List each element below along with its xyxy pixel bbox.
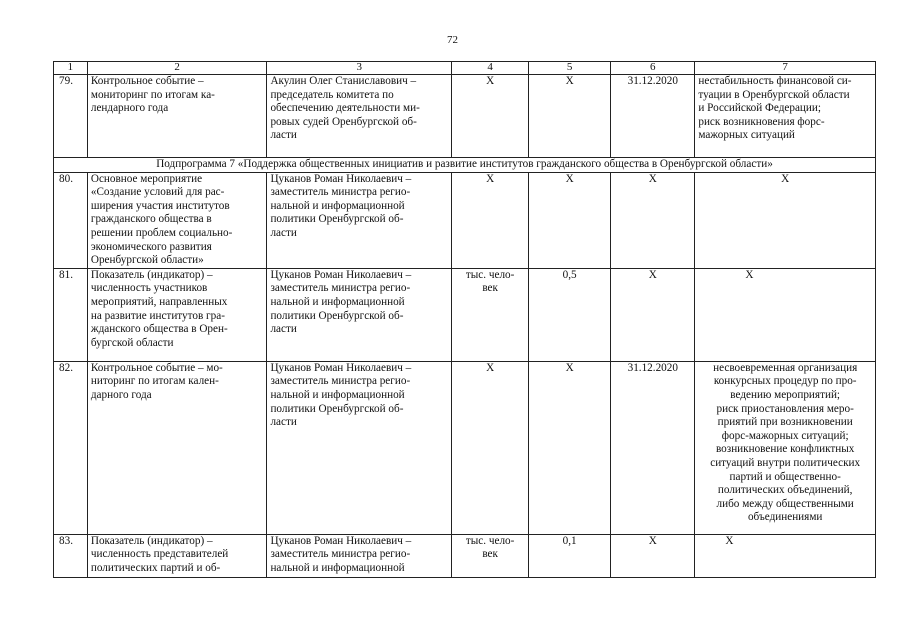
unit-of-measure: Х: [452, 361, 529, 534]
table-row: [54, 268, 876, 361]
deadline-date: 31.12.2020: [611, 75, 695, 158]
risk-description: Х: [695, 534, 876, 577]
planned-value: 0,1: [529, 534, 611, 577]
column-header-1: 1: [54, 62, 88, 75]
event-name: Показатель (индикатор) – численность участников мероприятий, направленных на развитие институтов гра- жданского общества в Орен- бургской области: [87, 268, 267, 361]
column-header-3: 3: [267, 62, 452, 75]
subprogram-row: [54, 158, 876, 173]
risk-description: Х: [695, 268, 876, 361]
row-number: 82.: [54, 361, 88, 534]
page-number: 72: [447, 34, 458, 46]
deadline-date: 31.12.2020: [611, 361, 695, 534]
event-name: Показатель (индикатор) – численность представителей политических партий и об-: [87, 534, 267, 577]
subprogram-title: Подпрограмма 7 «Поддержка общественных инициатив и развитие институтов гражданского общества в Оренбургской области»: [54, 158, 876, 173]
row-number: 83.: [54, 534, 88, 577]
row-number: 80.: [54, 172, 88, 268]
responsible-person: Цуканов Роман Николаевич – заместитель министра регио- нальной и информационной политики Оренбургской об- ласти: [267, 361, 452, 534]
column-header-4: 4: [452, 62, 529, 75]
event-name: Основное мероприятие «Создание условий для рас- ширения участия институтов гражданского общества в решении проблем социально- экономического развития Оренбургской области»: [87, 172, 267, 268]
plan-table: [53, 61, 876, 578]
row-number: 81.: [54, 268, 88, 361]
risk-description: несвоевременная организация конкурсных процедур по про- ведению мероприятий; риск приостановления меро- приятий при возникновении форс-мажорных ситуаций; возникновение конфликтных ситуаций внутри политических партий и общественно- политических объединений, либо между общественными объединениями: [695, 361, 876, 534]
table-row: [54, 75, 876, 158]
deadline-date: Х: [611, 172, 695, 268]
responsible-person: Цуканов Роман Николаевич – заместитель министра регио- нальной и информационной: [267, 534, 452, 577]
event-name: Контрольное событие – мо- ниторинг по итогам кален- дарного года: [87, 361, 267, 534]
unit-of-measure: Х: [452, 75, 529, 158]
column-number-row: [54, 62, 876, 75]
responsible-person: Акулин Олег Станиславович – председатель комитета по обеспечению деятельности ми- ровых судей Оренбургской об- ласти: [267, 75, 452, 158]
column-header-2: 2: [87, 62, 267, 75]
planned-value: Х: [529, 172, 611, 268]
risk-description: Х: [695, 172, 876, 268]
table-row: [54, 361, 876, 534]
unit-of-measure: тыс. чело- век: [452, 534, 529, 577]
responsible-person: Цуканов Роман Николаевич – заместитель министра регио- нальной и информационной политики Оренбургской об- ласти: [267, 268, 452, 361]
risk-description: нестабильность финансовой си- туации в Оренбургской области и Российской Федерации; риск возникновения форс- мажорных ситуаций: [695, 75, 876, 158]
event-name: Контрольное событие – мониторинг по итогам ка- лендарного года: [87, 75, 267, 158]
unit-of-measure: Х: [452, 172, 529, 268]
table-row: [54, 172, 876, 268]
column-header-6: 6: [611, 62, 695, 75]
planned-value: Х: [529, 75, 611, 158]
planned-value: 0,5: [529, 268, 611, 361]
responsible-person: Цуканов Роман Николаевич – заместитель министра регио- нальной и информационной политики Оренбургской об- ласти: [267, 172, 452, 268]
unit-of-measure: тыс. чело- век: [452, 268, 529, 361]
deadline-date: Х: [611, 534, 695, 577]
planned-value: Х: [529, 361, 611, 534]
table-row: [54, 534, 876, 577]
column-header-7: 7: [695, 62, 876, 75]
row-number: 79.: [54, 75, 88, 158]
deadline-date: Х: [611, 268, 695, 361]
column-header-5: 5: [529, 62, 611, 75]
